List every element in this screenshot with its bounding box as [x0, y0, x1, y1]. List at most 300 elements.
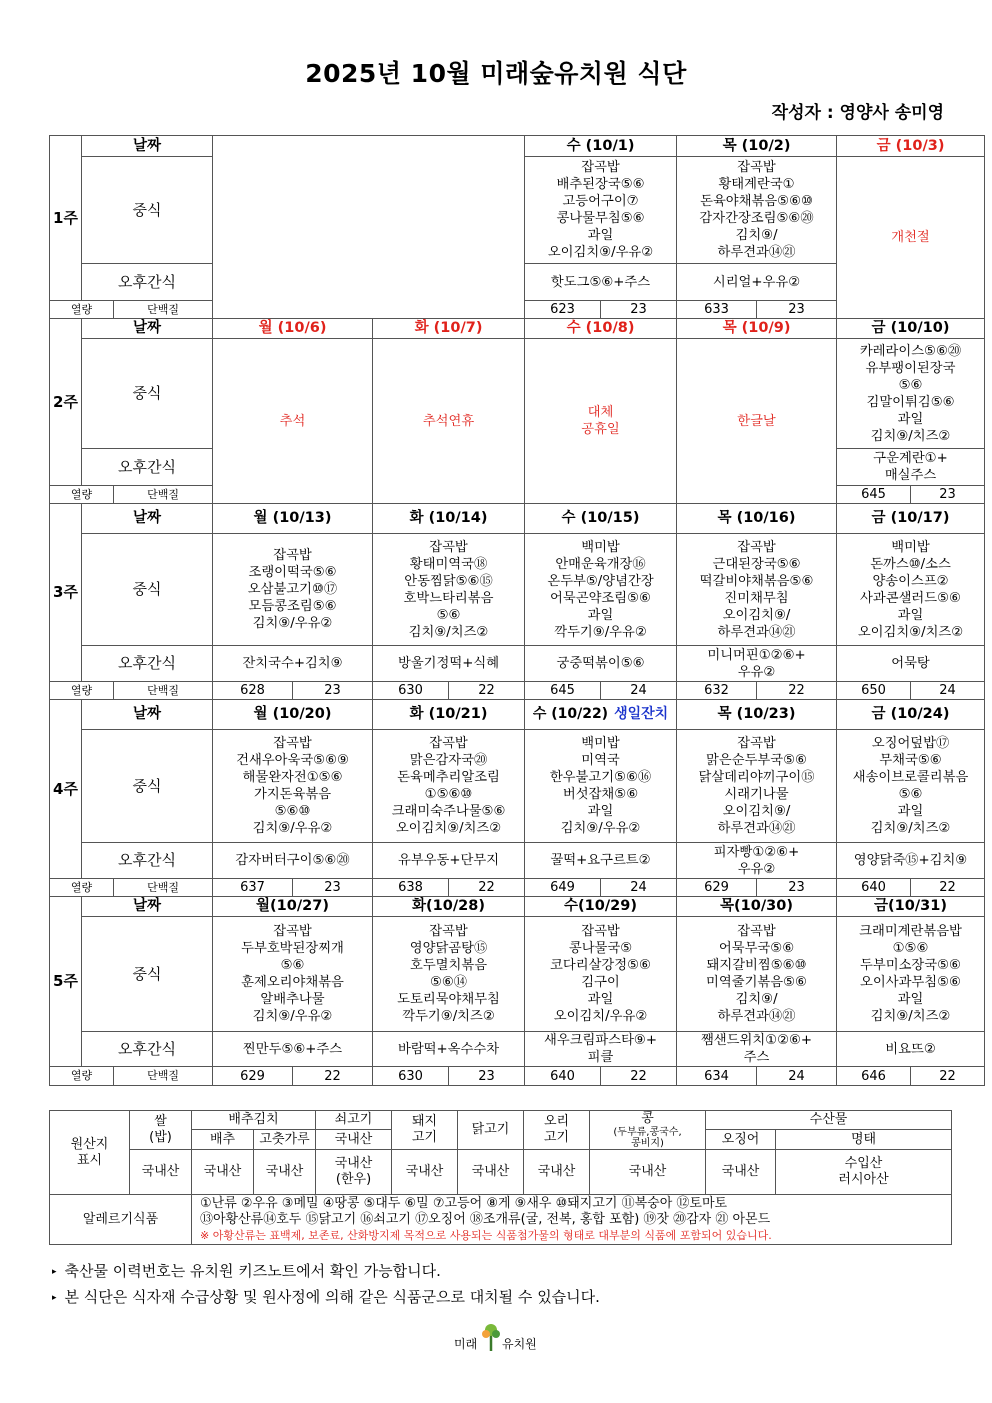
origin-pepper-head: 고춧가루: [254, 1130, 316, 1150]
protein-value: 23: [757, 301, 837, 319]
menu-item: 잡곡밥: [737, 924, 776, 939]
menu-item: 돈육야채볶음⑤⑥⑩: [700, 194, 813, 209]
protein-value: 23: [757, 879, 837, 897]
origin-seafood-head: 수산물: [706, 1111, 952, 1130]
snack-text: 감자버터구이⑤⑥⑳: [235, 853, 350, 868]
menu-item: 돈육메추리알조림: [397, 770, 500, 785]
date-label: 날짜: [82, 504, 213, 534]
menu-item: 과일: [587, 992, 614, 1007]
day-header: [213, 319, 373, 339]
menu-item: 맑은순두부국⑤⑥: [706, 753, 807, 768]
snack-menu: [525, 646, 677, 682]
kindergarten-logo: [450, 1321, 550, 1357]
cal-label: 열량: [50, 301, 114, 319]
origin-bean-value: 국내산: [590, 1150, 706, 1195]
origin-pollock-value: 수입산 러시아산: [776, 1150, 952, 1195]
menu-item: 떡갈비야채볶음⑤⑥: [699, 573, 814, 589]
day-date: 월(10/27): [256, 898, 329, 914]
day-date: 금(10/31): [874, 898, 947, 914]
week-label: 2주: [50, 319, 82, 486]
snack-label: 오후간식: [82, 449, 213, 486]
snack-menu: [837, 1032, 985, 1067]
menu-item: 오이김치⑨/: [722, 607, 791, 623]
snack-text: 방울기정떡+식혜: [397, 656, 500, 671]
lunch-menu: [677, 917, 837, 1032]
snack-menu: [677, 264, 837, 301]
day-date: 화 (10/7): [414, 320, 483, 336]
lunch-menu: [525, 730, 677, 843]
menu-item: 과일: [897, 804, 924, 819]
calorie-value: 634: [677, 1067, 757, 1086]
day-date: 목 (10/2): [722, 137, 791, 154]
note-item: [52, 1259, 600, 1285]
menu-item: 돼지갈비찜⑤⑥⑩: [706, 958, 807, 973]
menu-item: 안동찜닭⑤⑥⑮: [404, 573, 493, 589]
week-label: 1주: [50, 136, 82, 301]
snack-text: 새우크림파스타⑨+ 피클: [544, 1033, 657, 1065]
day-date: 금 (10/24): [871, 706, 950, 722]
menu-item: 근대된장국⑤⑥: [712, 556, 801, 572]
snack-menu: [525, 264, 677, 301]
snack-text: 궁중떡볶이⑤⑥: [556, 656, 645, 671]
tree-logo-icon: [480, 1321, 502, 1353]
day-header: [837, 136, 985, 157]
calorie-value: 650: [837, 682, 911, 700]
menu-item: 양송이스프②: [872, 573, 949, 589]
origin-rice-head: 쌀 (밥): [130, 1111, 192, 1150]
protein-value: 22: [601, 1067, 677, 1086]
snack-text: 구운계란①+ 매실주스: [873, 451, 948, 483]
lunch-label: 중식: [82, 730, 213, 843]
day-date: 목 (10/23): [717, 706, 796, 722]
menu-item: 버섯잡채⑤⑥: [562, 787, 639, 802]
lunch-menu: [677, 534, 837, 646]
day-event: 생일잔치: [614, 706, 669, 722]
cal-label: 열량: [50, 1067, 114, 1086]
protein-label: 단백질: [114, 682, 213, 700]
protein-value: 23: [911, 486, 985, 504]
day-date: 수(10/29): [564, 898, 637, 914]
menu-item: 김치⑨/치즈②: [870, 821, 951, 836]
snack-menu: [373, 646, 525, 682]
menu-item: 크래미계란볶음밥: [859, 924, 962, 939]
snack-text: 미니머핀①②⑥+ 우유②: [707, 647, 806, 680]
menu-item: 온두부⑤/양념간장: [547, 573, 654, 589]
day-header: [373, 319, 525, 339]
menu-item: 배추된장국⑤⑥: [556, 177, 645, 192]
menu-item: 잡곡밥: [429, 924, 468, 939]
holiday-cell: [373, 339, 525, 504]
date-label: 날짜: [82, 136, 213, 157]
lunch-menu: [677, 157, 837, 264]
allergy-line-1: ①난류 ②우유 ③메밀 ④땅콩 ⑤대두 ⑥밀 ⑦고등어 ⑧게 ⑨새우 ⑩돼지고기 ⑪복숭아 ⑫토마토: [200, 1195, 728, 1211]
snack-menu: [373, 1032, 525, 1067]
menu-item: 하루견과⑭㉑: [717, 821, 796, 836]
origin-squid-value: 국내산: [706, 1150, 776, 1195]
protein-label: 단백질: [114, 879, 213, 897]
day-date: 월 (10/20): [253, 706, 332, 722]
menu-item: 과일: [897, 607, 924, 623]
snack-label: 오후간식: [82, 264, 213, 301]
day-header: [677, 319, 837, 339]
menu-item: 가지돈육볶음: [253, 787, 332, 802]
menu-item: 콩나물무침⑤⑥: [556, 211, 645, 226]
allergy-line-2: ⑬아황산류⑭호두 ⑮닭고기 ⑯쇠고기 ⑰오징어 ⑱조개류(굴, 전복, 홍합 포함) ⑲잣 ⑳감자 ㉑ 아몬드: [200, 1211, 771, 1227]
menu-item: 깍두기⑨/우유②: [554, 624, 647, 640]
day-header: [373, 504, 525, 534]
menu-item: 어묵곤약조림⑤⑥: [550, 590, 651, 606]
menu-item: 돈까스⑩/소스: [870, 556, 951, 572]
holiday-cell: [677, 339, 837, 504]
origin-pollock-head: 명태: [776, 1130, 952, 1150]
holiday-name: 한글날: [737, 413, 776, 429]
lunch-menu: [373, 917, 525, 1032]
menu-item: 영양닭곰탕⑮: [409, 941, 488, 956]
menu-item: 오이김치⑨/우유②: [547, 245, 654, 260]
day-header: [677, 136, 837, 157]
origin-cabbage-value: 국내산: [192, 1150, 254, 1195]
menu-item: 호두멸치볶음: [409, 958, 488, 973]
calorie-value: 640: [525, 1067, 601, 1086]
origin-pork-head: 돼지 고기: [392, 1111, 458, 1150]
origin-kimchi-head: 배추김치: [192, 1111, 316, 1130]
menu-item: 조랭이떡국⑤⑥: [248, 565, 337, 580]
menu-item: 김치⑨/치즈②: [870, 1009, 951, 1024]
origin-chicken-value: 국내산: [458, 1150, 524, 1195]
menu-item: 잡곡밥: [273, 548, 312, 563]
protein-value: 24: [601, 682, 677, 700]
date-label: 날짜: [82, 700, 213, 730]
holiday-cell: [525, 339, 677, 504]
lunch-menu: [213, 917, 373, 1032]
snack-menu: [677, 843, 837, 879]
origin-bean-title: 콩: [641, 1111, 654, 1126]
lunch-label: 중식: [82, 917, 213, 1032]
day-date: 수 (10/8): [566, 320, 635, 336]
menu-item: 과일: [587, 228, 614, 243]
bullet-icon: ▸: [52, 1267, 57, 1277]
snack-text: 쨈샌드위치①②⑥+ 주스: [700, 1033, 813, 1065]
menu-item: 잡곡밥: [429, 736, 468, 751]
menu-table: [49, 135, 985, 1086]
bullet-icon: ▸: [52, 1293, 57, 1303]
day-header: [525, 504, 677, 534]
day-header: [525, 319, 677, 339]
calorie-value: 649: [525, 879, 601, 897]
menu-item: ⑤⑥: [898, 377, 923, 393]
day-header: [677, 504, 837, 534]
snack-text: 비요뜨②: [885, 1041, 936, 1057]
logo-text-left: 미래: [454, 1337, 478, 1351]
menu-item: 과일: [587, 607, 614, 623]
day-date: 수 (10/1): [566, 137, 635, 154]
menu-item: 김치⑨/: [735, 228, 778, 243]
day-header: [837, 700, 985, 730]
calorie-value: 632: [677, 682, 757, 700]
day-date: 수 (10/15): [561, 510, 640, 526]
menu-item: 해물완자전①⑤⑥: [242, 770, 343, 785]
lunch-menu: [525, 534, 677, 646]
day-header: [525, 700, 677, 730]
day-date: 목(10/30): [720, 898, 793, 914]
day-date: 목 (10/16): [717, 510, 796, 526]
origin-beef-value: 국내산 (한우): [316, 1150, 392, 1195]
week-label: 5주: [50, 897, 82, 1067]
calorie-value: 628: [213, 682, 293, 700]
day-header: [213, 700, 373, 730]
menu-item: 카레라이스⑤⑥⑳: [859, 343, 962, 359]
day-header: [677, 700, 837, 730]
menu-item: 황태미역국⑱: [409, 556, 488, 572]
day-date: 금 (10/3): [876, 137, 945, 154]
snack-text: 찐만두⑤⑥+주스: [242, 1041, 343, 1057]
page-title: 2025년 10월 미래숲유치원 식단: [305, 59, 687, 88]
protein-value: 24: [757, 1067, 837, 1086]
calorie-value: 633: [677, 301, 757, 319]
day-header: [525, 897, 677, 917]
protein-value: 22: [757, 682, 837, 700]
day-date: 목 (10/9): [722, 320, 791, 336]
origin-duck-value: 국내산: [524, 1150, 590, 1195]
menu-item: 잡곡밥: [737, 736, 776, 751]
snack-text: 어묵탕: [891, 656, 930, 671]
origin-cabbage-head: 배추: [192, 1130, 254, 1150]
day-date: 금 (10/17): [871, 510, 950, 526]
menu-item: 깍두기⑨/치즈②: [402, 1009, 495, 1024]
holiday-cell: [213, 339, 373, 504]
date-label: 날짜: [82, 897, 213, 917]
snack-menu: [677, 1032, 837, 1067]
calorie-value: 630: [373, 682, 449, 700]
menu-item: 김치⑨/우유②: [252, 1009, 333, 1024]
menu-item: 과일: [897, 411, 924, 427]
snack-text: 피자빵①②⑥+ 우유②: [713, 844, 800, 877]
cal-label: 열량: [50, 682, 114, 700]
protein-value: 24: [911, 682, 985, 700]
lunch-menu: [213, 534, 373, 646]
menu-item: 김치⑨/우유②: [560, 821, 641, 836]
menu-item: 잡곡밥: [273, 736, 312, 751]
origin-table: [49, 1110, 952, 1245]
menu-item: 잡곡밥: [581, 160, 620, 175]
day-header: [677, 897, 837, 917]
menu-item: 하루견과⑭㉑: [717, 245, 796, 260]
origin-bean-head: [590, 1111, 706, 1150]
note-text: 축산물 이력번호는 유치원 키즈노트에서 확인 가능합니다.: [64, 1262, 441, 1280]
lunch-menu: [837, 339, 985, 449]
menu-item: 시래기나물: [724, 787, 789, 802]
calorie-value: 638: [373, 879, 449, 897]
allergy-note: ※ 아황산류는 표백제, 보존료, 산화방지제 목적으로 사용되는 식품첨가물의 형태로 대부분의 식품에 포함되어 있습니다.: [200, 1228, 772, 1242]
calorie-value: 637: [213, 879, 293, 897]
menu-item: 잡곡밥: [581, 924, 620, 939]
snack-label: 오후간식: [82, 646, 213, 682]
menu-item: 새송이브로콜리볶음: [852, 770, 969, 785]
menu-item: 유부팽이된장국: [865, 360, 956, 376]
calorie-value: 630: [373, 1067, 449, 1086]
holiday-name: 추석연휴: [422, 413, 475, 429]
menu-item: 오삼불고기⑩⑰: [247, 582, 338, 597]
menu-item: 코다리살강정⑤⑥: [550, 958, 651, 973]
calorie-value: 629: [213, 1067, 293, 1086]
lunch-label: 중식: [82, 157, 213, 264]
calorie-value: 646: [837, 1067, 911, 1086]
snack-menu: [213, 646, 373, 682]
snack-menu: [525, 843, 677, 879]
note-text: 본 식단은 식자재 수급상황 및 원사정에 의해 같은 식품군으로 대치될 수 있습니다.: [64, 1288, 600, 1306]
day-header: [837, 319, 985, 339]
menu-item: 김치⑨/치즈②: [408, 624, 489, 640]
menu-item: 김구이: [581, 975, 620, 990]
origin-pepper-value: 국내산: [254, 1150, 316, 1195]
note-item: [52, 1285, 600, 1311]
origin-pork-value: 국내산: [392, 1150, 458, 1195]
menu-item: 고등어구이⑦: [562, 194, 639, 209]
footer-notes: [52, 1259, 600, 1311]
day-date: 금 (10/10): [871, 320, 950, 336]
holiday-name: 대체 공휴일: [581, 405, 620, 437]
menu-item: 두부미소장국⑤⑥: [860, 958, 961, 973]
protein-label: 단백질: [114, 486, 213, 504]
allergy-list: [192, 1195, 952, 1245]
menu-item: ⑤⑥⑭: [429, 975, 468, 990]
menu-item: 콩나물국⑤: [568, 941, 633, 956]
snack-text: 핫도그⑤⑥+주스: [550, 274, 651, 290]
day-header: [837, 897, 985, 917]
protein-label: 단백질: [114, 1067, 213, 1086]
menu-item: ①⑤⑥: [892, 941, 929, 956]
origin-beef-sub: 국내산: [316, 1130, 392, 1150]
snack-text: 바람떡+옥수수차: [397, 1041, 500, 1057]
menu-item: ⑤⑥: [280, 958, 305, 973]
snack-text: 꿀떡+요구르트②: [550, 853, 651, 868]
cal-label: 열량: [50, 486, 114, 504]
lunch-label: 중식: [82, 339, 213, 449]
menu-item: 김치⑨/우유②: [252, 821, 333, 836]
menu-item: 잡곡밥: [429, 539, 468, 555]
snack-menu: [525, 1032, 677, 1067]
day-header: [525, 136, 677, 157]
snack-label: 오후간식: [82, 843, 213, 879]
snack-text: 잔치국수+김치⑨: [242, 656, 343, 671]
menu-item: 잡곡밥: [273, 924, 312, 939]
calorie-value: 640: [837, 879, 911, 897]
author-line: 작성자 : 영양사 송미영: [771, 103, 944, 123]
menu-item: 감자간장조림⑤⑥⑳: [699, 211, 814, 226]
holiday-name: 추석: [279, 413, 306, 429]
menu-item: 백미밥: [891, 539, 930, 555]
week-label: 4주: [50, 700, 82, 879]
lunch-menu: [373, 534, 525, 646]
menu-item: 맑은감자국⑳: [409, 753, 488, 768]
origin-bean-sub: (두부류,콩국수, 콩비지): [613, 1127, 682, 1149]
day-header: [837, 504, 985, 534]
snack-menu: [837, 449, 985, 486]
origin-squid-head: 오징어: [706, 1130, 776, 1150]
protein-value: 23: [293, 682, 373, 700]
day-header: [373, 897, 525, 917]
empty-block: [213, 136, 525, 319]
menu-item: 하루견과⑭㉑: [717, 624, 796, 640]
menu-item: 호박느타리볶음: [403, 590, 494, 606]
snack-menu: [213, 843, 373, 879]
origin-rice-value: 국내산: [130, 1150, 192, 1195]
menu-item: ⑤⑥⑩: [274, 804, 311, 819]
protein-value: 22: [449, 682, 525, 700]
day-header: [373, 700, 525, 730]
day-date: 월 (10/13): [253, 510, 332, 526]
snack-text: 유부우동+단무지: [397, 853, 500, 868]
menu-item: 도토리묵야채무침: [397, 992, 500, 1007]
menu-item: 사과콘샐러드⑤⑥: [860, 590, 961, 606]
origin-duck-head: 오리 고기: [524, 1111, 590, 1150]
lunch-menu: [837, 917, 985, 1032]
day-date: 화 (10/21): [409, 706, 488, 722]
menu-item: 황태계란국①: [718, 177, 795, 192]
lunch-menu: [525, 917, 677, 1032]
protein-value: 23: [601, 301, 677, 319]
origin-chicken-head: 닭고기: [458, 1111, 524, 1150]
protein-value: 22: [293, 1067, 373, 1086]
lunch-menu: [525, 157, 677, 264]
day-header: [213, 897, 373, 917]
lunch-menu: [837, 730, 985, 843]
snack-text: 영양닭죽⑮+김치⑨: [853, 853, 968, 868]
menu-item: 알배추나물: [260, 992, 325, 1007]
lunch-menu: [837, 534, 985, 646]
menu-item: 김말이튀김⑤⑥: [866, 394, 955, 410]
menu-item: 한우불고기⑤⑥⑯: [549, 770, 652, 785]
week-label: 3주: [50, 504, 82, 682]
origin-beef-head: 쇠고기: [316, 1111, 392, 1130]
snack-label: 오후간식: [82, 1032, 213, 1067]
origin-label: 원산지 표시: [50, 1111, 130, 1195]
menu-item: 오이김치/우유②: [553, 1009, 648, 1024]
lunch-menu: [373, 730, 525, 843]
protein-value: 23: [293, 879, 373, 897]
menu-item: 어묵무국⑤⑥: [718, 941, 795, 956]
menu-item: 오이김치⑨/치즈②: [857, 624, 964, 640]
menu-item: 오이사과무침⑤⑥: [860, 975, 961, 990]
menu-item: ⑤⑥: [898, 787, 923, 802]
snack-text: 시리얼+우유②: [712, 274, 801, 290]
protein-value: 23: [449, 1067, 525, 1086]
menu-item: ①⑤⑥⑩: [424, 787, 473, 802]
snack-menu: [837, 646, 985, 682]
menu-item: 크래미숙주나물⑤⑥: [391, 804, 506, 819]
menu-item: 오이김치⑨/: [722, 804, 791, 819]
lunch-menu: [213, 730, 373, 843]
menu-item: 과일: [897, 992, 924, 1007]
menu-item: 건새우아욱국⑤⑥⑨: [236, 753, 349, 768]
protein-value: 22: [911, 1067, 985, 1086]
menu-item: 닭살데리야끼구이⑮: [698, 770, 815, 785]
menu-item: 김치⑨/: [735, 992, 778, 1007]
date-label: 날짜: [82, 319, 213, 339]
day-date: 수 (10/22): [532, 706, 609, 722]
menu-item: 잡곡밥: [737, 160, 776, 175]
menu-item: 김치⑨/우유②: [252, 616, 333, 631]
calorie-value: 629: [677, 879, 757, 897]
day-date: 월 (10/6): [258, 320, 327, 336]
holiday-name: 개천절: [891, 230, 930, 245]
menu-item: 김치⑨/치즈②: [870, 428, 951, 444]
menu-item: 미역국: [581, 753, 620, 768]
menu-item: 모듬콩조림⑤⑥: [248, 599, 337, 614]
protein-value: 22: [911, 879, 985, 897]
calorie-value: 623: [525, 301, 601, 319]
menu-item: 미역줄기볶음⑤⑥: [706, 975, 807, 990]
